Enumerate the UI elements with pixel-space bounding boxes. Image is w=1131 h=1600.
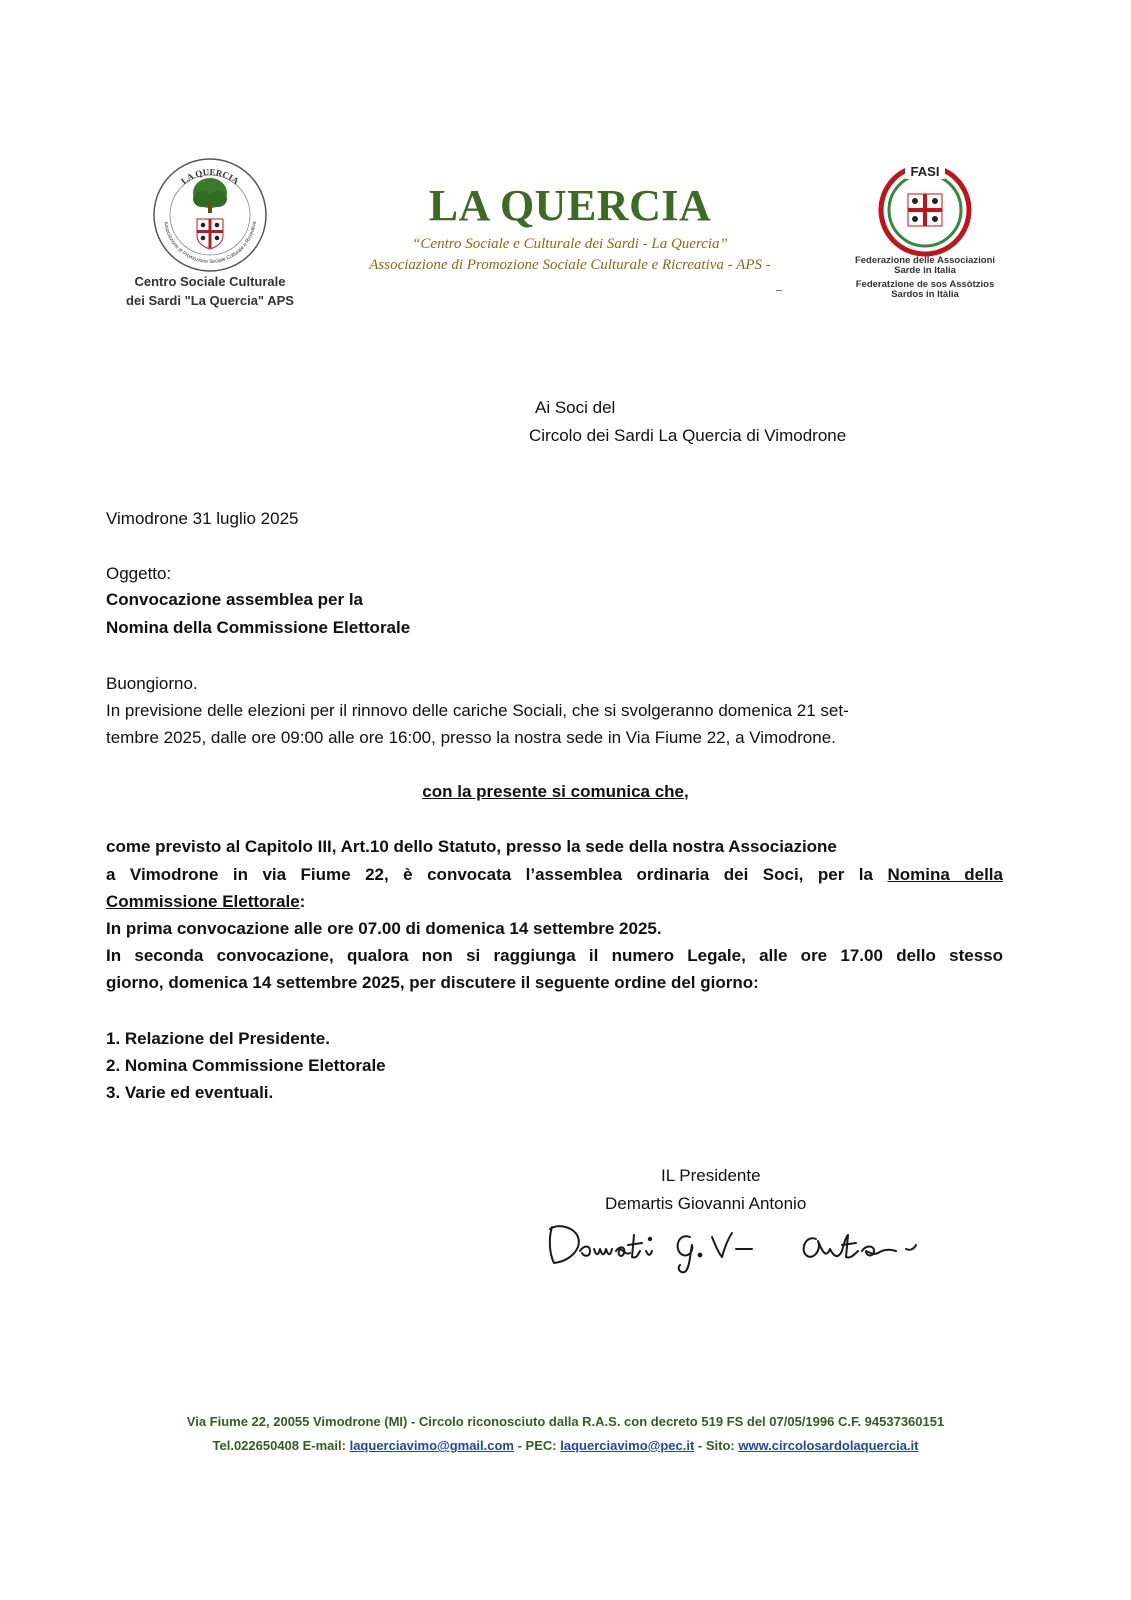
footer-email-link[interactable]: laquerciavimo@gmail.com <box>349 1438 514 1453</box>
svg-text:LA QUERCIA: LA QUERCIA <box>179 166 241 187</box>
notice-line2-underlined: Nomina della <box>887 865 1003 884</box>
subject-line1: Convocazione assemblea per la <box>106 590 363 609</box>
footer-address: Via Fiume 22, 20055 Vimodrone (MI) - Circolo riconosciuto dalla R.A.S. con decreto 519 FS del 07/05/1996 C.F. 94537360151 <box>186 1414 945 1429</box>
fasi-caption-line2: Sarde in Italia <box>894 265 956 276</box>
notice-line3-underlined: Commissione Elettorale <box>106 892 300 911</box>
fasi-caption-line4: Sardos in Itàlia <box>891 289 959 300</box>
brand-subtitle-line1: “Centro Sociale e Culturale dei Sardi - La Quercia” <box>412 236 728 252</box>
brand-title: LA QUERCIA <box>428 181 712 230</box>
notice-line2-text: a Vimodrone in via Fiume 22, è convocata l’assemblea ordinaria dei Soci, per la <box>106 865 888 884</box>
date-line: Vimodrone 31 luglio 2025 <box>106 509 299 528</box>
svg-text:Associazione di Promozione Soc: Associazione di Promozione Sociale Culturale e Ricreativa <box>162 221 258 266</box>
footer-site-link[interactable]: www.circolosardolaquercia.it <box>738 1438 919 1453</box>
agenda-item-3: 3. Varie ed eventuali. <box>106 1083 274 1102</box>
header-divider-mark <box>776 290 782 291</box>
la-quercia-logo <box>150 155 270 275</box>
notice-line1: come previsto al Capitolo III, Art.10 dello Statuto, presso la sede della nostra Associazione <box>106 837 837 856</box>
recipient-line1: Ai Soci del <box>535 398 616 417</box>
footer-site-label: - Sito: <box>694 1438 739 1453</box>
subject-label: Oggetto: <box>106 564 172 583</box>
left-logo-caption-line2: dei Sardi "La Quercia" APS <box>126 293 294 308</box>
subject-line2: Nomina della Commissione Elettorale <box>106 618 411 637</box>
footer-pec-label: - PEC: <box>514 1438 561 1453</box>
brand-subtitle-line2: Associazione di Promozione Sociale Culturale e Ricreativa - APS - <box>369 257 771 273</box>
signature-name: Demartis Giovanni Antonio <box>605 1194 807 1213</box>
agenda-item-1: 1. Relazione del Presidente. <box>106 1029 330 1048</box>
notice-line3-colon: : <box>299 892 306 911</box>
fasi-caption-line1: Federazione delle Associazioni <box>854 255 996 266</box>
left-logo-caption-line1: Centro Sociale Culturale <box>134 274 286 289</box>
footer-tel: Tel.022650408 E-mail: <box>212 1438 350 1453</box>
footer-pec-link[interactable]: laquerciavimo@pec.it <box>560 1438 695 1453</box>
signature-title: IL Presidente <box>661 1166 761 1185</box>
intro-line1: In previsione delle elezioni per il rinnovo delle cariche Sociali, che si svolgeranno domenica 21 set- <box>106 701 849 720</box>
handwritten-signature <box>540 1215 940 1275</box>
greeting: Buongiorno. <box>106 674 198 693</box>
fasi-logo <box>875 160 975 260</box>
intro-line2: tembre 2025, dalle ore 09:00 alle ore 16:00, presso la nostra sede in Via Fiume 22, a Vimodrone. <box>106 728 836 747</box>
agenda-item-2: 2. Nomina Commissione Elettorale <box>106 1056 386 1075</box>
notice-line6: giorno, domenica 14 settembre 2025, per discutere il seguente ordine del giorno: <box>106 973 759 992</box>
notice-line2 <box>106 861 1003 889</box>
notice-line4: In prima convocazione alle ore 07.00 di domenica 14 settembre 2025. <box>106 919 662 938</box>
notice-line3 <box>106 888 305 916</box>
fasi-caption-line3: Federatzione de sos Assòtzios <box>855 279 995 290</box>
announcement-heading: con la presente si comunica che, <box>422 782 689 801</box>
footer-contacts <box>60 1434 1071 1458</box>
recipient-line2: Circolo dei Sardi La Quercia di Vimodrone <box>529 426 847 445</box>
fasi-label: FASI <box>910 164 940 179</box>
notice-line5: In seconda convocazione, qualora non si raggiunga il numero Legale, alle ore 17.00 dello stesso <box>106 946 1003 965</box>
